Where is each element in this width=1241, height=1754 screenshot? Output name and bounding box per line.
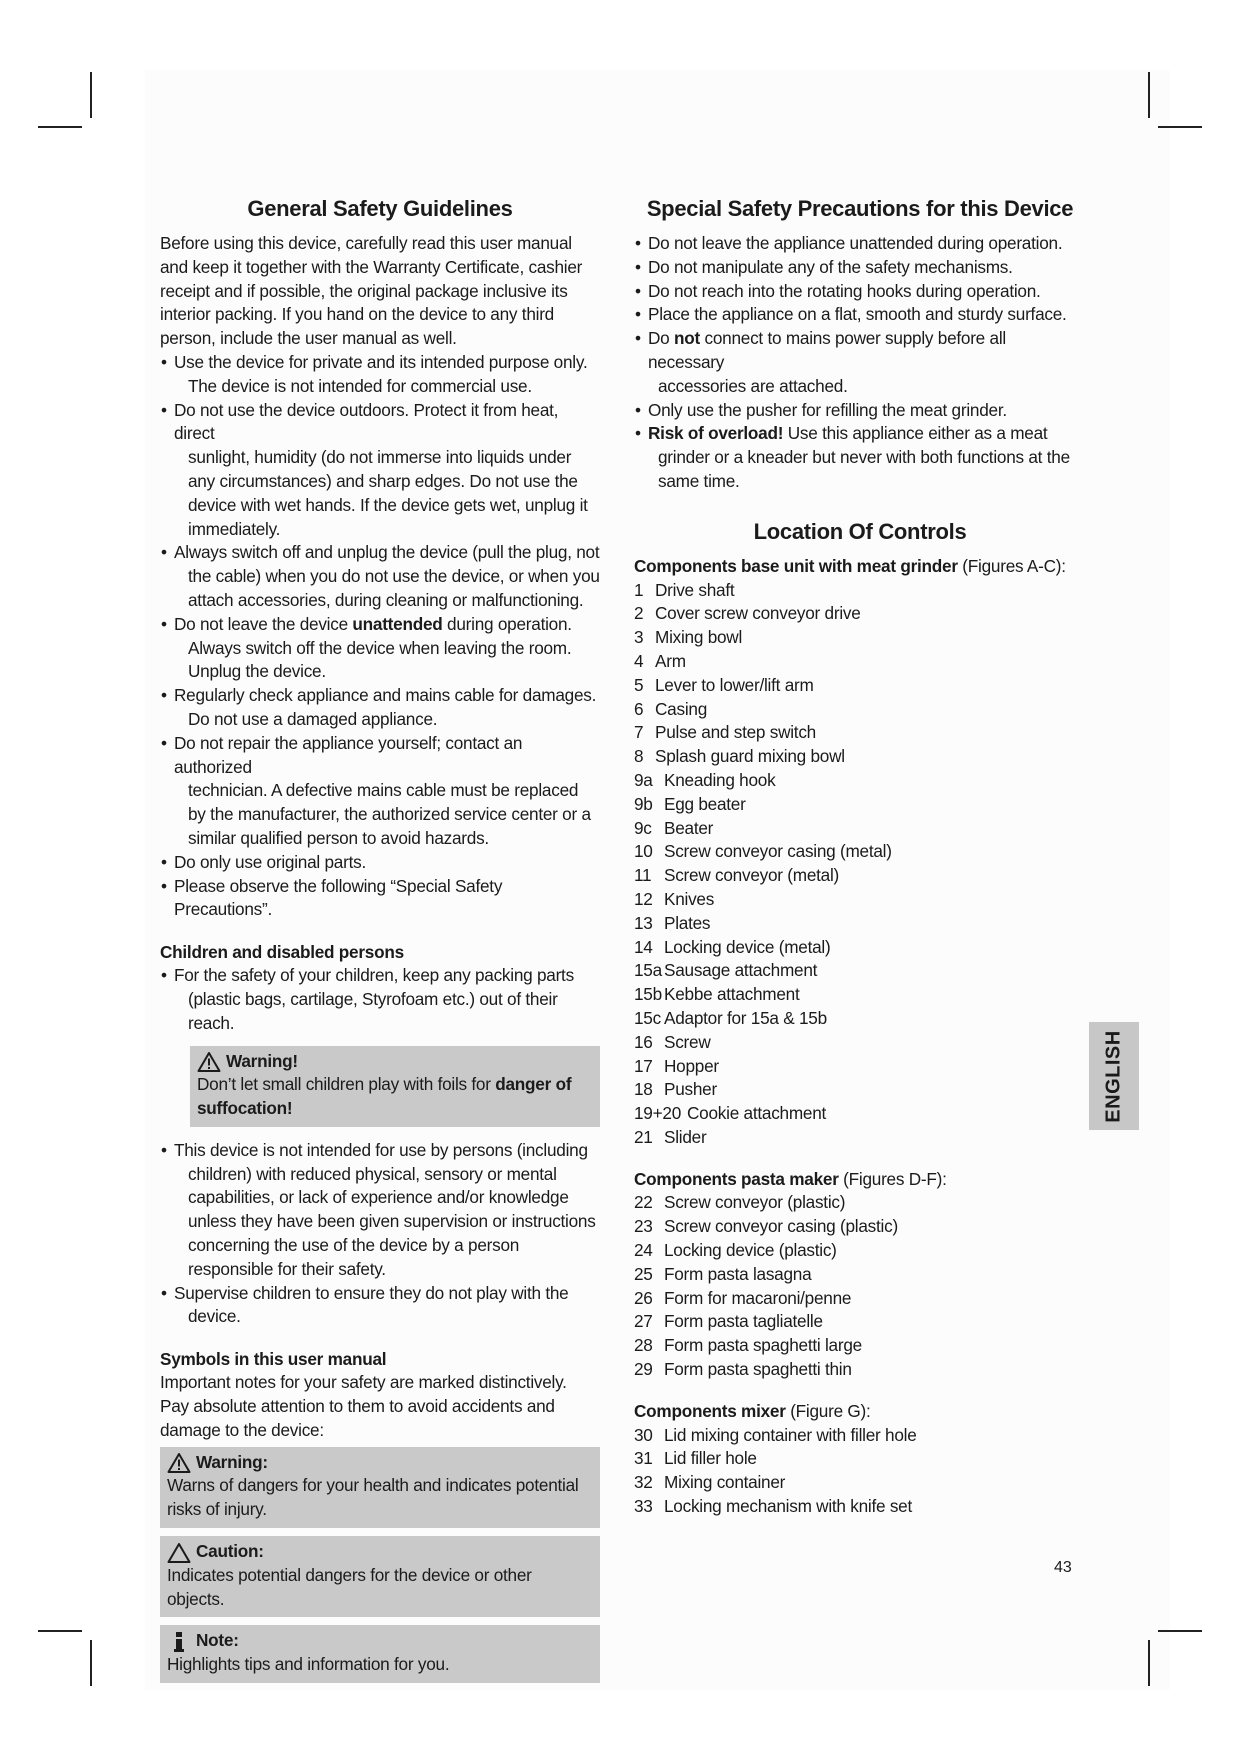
list-item: • Do not leave the device unattended during operation. Always switch off the device when leaving the room. Unplug the device. (160, 613, 600, 684)
component-label: Lid filler hole (664, 1448, 757, 1469)
language-tab: ENGLISH (1089, 1022, 1139, 1130)
component-label: Slider (664, 1126, 707, 1147)
base-unit-heading: Components base unit with meat grinder (Figures A-C): (634, 555, 1066, 576)
right-column (634, 195, 1086, 1519)
component-number: 29 (634, 1359, 653, 1380)
component-item (634, 674, 1086, 698)
crop-mark (38, 126, 82, 128)
component-label: Lid mixing container with filler hole (664, 1424, 917, 1445)
component-number: 33 (634, 1496, 653, 1517)
component-item (634, 1215, 1086, 1239)
component-number: 18 (634, 1079, 653, 1100)
component-item (634, 1055, 1086, 1079)
component-label: Mixing container (664, 1472, 786, 1493)
special-safety-title: Special Safety Precautions for this Device (646, 196, 1074, 221)
component-number: 15b (634, 984, 662, 1005)
component-number: 12 (634, 888, 653, 909)
component-number: 24 (634, 1240, 653, 1261)
component-number: 31 (634, 1448, 653, 1469)
component-number: 9c (634, 817, 652, 838)
component-label: Locking device (metal) (664, 936, 831, 957)
component-number: 32 (634, 1472, 653, 1493)
component-item (634, 1126, 1086, 1150)
component-label: Pulse and step switch (655, 722, 816, 743)
component-label: Locking mechanism with knife set (664, 1496, 913, 1517)
component-number: 22 (634, 1192, 653, 1213)
component-number: 9b (634, 793, 653, 814)
component-label: Screw (664, 1031, 711, 1052)
mixer-components-list (634, 1424, 1086, 1519)
list-item: • For the safety of your children, keep any packing parts (plastic bags, cartilage, Styrofoam etc.) out of their reach. (160, 964, 600, 1035)
component-label: Hopper (664, 1055, 719, 1076)
component-number: 9a (634, 769, 653, 790)
component-label: Form pasta spaghetti thin (664, 1359, 852, 1380)
component-label: Knives (664, 888, 715, 909)
list-item: • Supervise children to ensure they do not play with the device. (160, 1282, 600, 1330)
component-item (634, 1007, 1086, 1031)
component-number: 26 (634, 1287, 653, 1308)
component-label: Pusher (664, 1079, 717, 1100)
component-label: Casing (655, 698, 708, 719)
component-item (634, 721, 1086, 745)
component-label: Plates (664, 912, 711, 933)
component-label: Lever to lower/lift arm (655, 674, 814, 695)
component-label: Kebbe attachment (664, 984, 800, 1005)
general-safety-list (160, 351, 600, 922)
symbols-heading: Symbols in this user manual (160, 1349, 387, 1370)
component-number: 1 (634, 579, 644, 600)
list-item: • Use the device for private and its intended purpose only. The device is not intended for commercial use. (160, 351, 600, 399)
pasta-maker-heading: Components pasta maker (Figures D-F): (634, 1168, 947, 1189)
component-number: 15a (634, 960, 662, 981)
component-label: Locking device (plastic) (664, 1240, 837, 1261)
component-item (634, 1334, 1086, 1358)
component-label: Form pasta spaghetti large (664, 1335, 862, 1356)
info-note-icon (167, 1631, 191, 1653)
component-label: Drive shaft (655, 579, 735, 600)
component-label: Form for macaroni/penne (664, 1287, 852, 1308)
warning-title: Warning! (226, 1050, 298, 1071)
component-number: 30 (634, 1424, 653, 1445)
component-item (634, 602, 1086, 626)
crop-mark (1148, 1640, 1150, 1686)
component-item (634, 1102, 1086, 1126)
component-item (634, 1078, 1086, 1102)
component-number: 8 (634, 746, 644, 767)
component-label: Adaptor for 15a & 15b (664, 1007, 827, 1028)
warning-text: Don’t let small children play with foils for danger of suffocation! (197, 1074, 572, 1119)
left-column (160, 195, 600, 1691)
component-number: 27 (634, 1311, 653, 1332)
component-number: 11 (634, 865, 652, 886)
component-item (634, 1191, 1086, 1215)
component-item (634, 793, 1086, 817)
component-label: Mixing bowl (655, 627, 743, 648)
crop-mark (90, 72, 92, 118)
symbol-warning-box: Warning: Warns of dangers for your health and indicates potential risks of injury. (160, 1447, 600, 1528)
suffocation-warning-box (190, 1046, 600, 1127)
component-label: Sausage attachment (664, 960, 818, 981)
component-number: 23 (634, 1216, 653, 1237)
component-item (634, 959, 1086, 983)
location-of-controls-title: Location Of Controls (753, 518, 967, 544)
component-label: Screw conveyor casing (plastic) (664, 1216, 898, 1237)
component-item (634, 1310, 1086, 1334)
component-number: 16 (634, 1031, 653, 1052)
list-item: • This device is not intended for use by persons (including children) with reduced physical, sensory or mental capabilities, or lack of experience and/or knowledge unless they have been given supervision or instructions concerning the use of the device by a person responsible for their safety. (160, 1139, 600, 1282)
component-number: 25 (634, 1263, 653, 1284)
list-item: • Do not connect to mains power supply before all necessary accessories are attached. (634, 327, 1086, 398)
list-item: • Place the appliance on a flat, smooth and sturdy surface. (634, 303, 1086, 327)
crop-mark (90, 1640, 92, 1686)
component-label: Arm (655, 650, 686, 671)
symbol-note-box: Note: Highlights tips and information for you. (160, 1625, 600, 1683)
component-item (634, 840, 1086, 864)
component-number: 3 (634, 627, 644, 648)
component-number: 4 (634, 650, 644, 671)
component-label: Cover screw conveyor drive (655, 603, 861, 624)
component-label: Cookie attachment (687, 1103, 827, 1124)
component-number: 10 (634, 841, 653, 862)
component-number: 17 (634, 1055, 653, 1076)
mixer-heading: Components mixer (Figure G): (634, 1400, 871, 1421)
component-item (634, 1495, 1086, 1519)
crop-mark (38, 1630, 82, 1632)
symbol-caution-box: Caution: Indicates potential dangers for the device or other objects. (160, 1536, 600, 1617)
component-label: Screw conveyor casing (metal) (664, 841, 892, 862)
component-number: 7 (634, 722, 644, 743)
list-item: • Do only use original parts. (160, 851, 600, 875)
symbols-paragraph: Important notes for your safety are marked distinctively. Pay absolute attention to them to avoid accidents and damage to the device: (160, 1372, 567, 1440)
children-heading: Children and disabled persons (160, 942, 404, 963)
component-item (634, 936, 1086, 960)
list-item: • Do not use the device outdoors. Protect it from heat, direct sunlight, humidity (do not immerse into liquids under any circumstances) and sharp edges. Do not use the device with wet hands. If the device gets wet, unplug it immediately. (160, 399, 600, 542)
component-item (634, 1287, 1086, 1311)
caution-triangle-icon (167, 1542, 191, 1564)
list-item: • Always switch off and unplug the device (pull the plug, not the cable) when you do not use the device, or when you attach accessories, during cleaning or malfunctioning. (160, 541, 600, 612)
component-item (634, 1031, 1086, 1055)
component-label: Screw conveyor (plastic) (664, 1192, 846, 1213)
list-item: • Risk of overload! Use this appliance either as a meat grinder or a kneader but never with both functions at the same time. (634, 422, 1086, 493)
list-item: • Do not manipulate any of the safety mechanisms. (634, 256, 1086, 280)
component-number: 14 (634, 936, 653, 957)
component-label: Splash guard mixing bowl (655, 746, 845, 767)
component-item (634, 888, 1086, 912)
component-number: 13 (634, 912, 653, 933)
component-number: 28 (634, 1335, 653, 1356)
component-label: Form pasta lasagna (664, 1263, 812, 1284)
page-number: 43 (1054, 1559, 1072, 1576)
list-item: • Please observe the following “Special Safety Precautions”. (160, 875, 600, 923)
component-item (634, 864, 1086, 888)
component-number: 6 (634, 698, 644, 719)
crop-mark (1158, 126, 1202, 128)
pasta-maker-components-list (634, 1191, 1086, 1381)
component-item (634, 1263, 1086, 1287)
warning-triangle-icon (167, 1452, 191, 1474)
warning-triangle-icon (197, 1051, 221, 1073)
component-item (634, 650, 1086, 674)
base-unit-components-list (634, 579, 1086, 1150)
intro-paragraph: Before using this device, carefully read this user manual and keep it together with the Warranty Certificate, cashier receipt and if possible, the original package inclusive its interior packing. If you hand on the device to any third person, include the user manual as well. (160, 233, 583, 349)
list-item: • Only use the pusher for refilling the meat grinder. (634, 399, 1086, 423)
list-item: • Do not reach into the rotating hooks during operation. (634, 280, 1086, 304)
component-item (634, 817, 1086, 841)
component-item (634, 1447, 1086, 1471)
component-number: 2 (634, 603, 644, 624)
component-label: Beater (664, 817, 714, 838)
component-number: 5 (634, 674, 644, 695)
special-safety-list (634, 232, 1086, 494)
component-item (634, 1239, 1086, 1263)
list-item: • Do not leave the appliance unattended during operation. (634, 232, 1086, 256)
component-number: 21 (634, 1126, 653, 1147)
component-label: Kneading hook (664, 769, 776, 790)
component-item (634, 912, 1086, 936)
component-number: 19+20 (634, 1103, 682, 1124)
component-item (634, 1471, 1086, 1495)
component-item (634, 626, 1086, 650)
list-item: • Do not repair the appliance yourself; contact an authorized technician. A defective mains cable must be replaced by the manufacturer, the authorized service center or a similar qualified person to avoid hazards. (160, 732, 600, 851)
children-list-2 (160, 1139, 600, 1329)
children-list (160, 964, 600, 1035)
component-item (634, 983, 1086, 1007)
component-label: Form pasta tagliatelle (664, 1311, 823, 1332)
component-label: Screw conveyor (metal) (664, 865, 840, 886)
component-item (634, 769, 1086, 793)
component-item (634, 1424, 1086, 1448)
general-safety-title: General Safety Guidelines (247, 196, 513, 221)
component-item (634, 698, 1086, 722)
crop-mark (1148, 72, 1150, 118)
component-label: Egg beater (664, 793, 746, 814)
crop-mark (1158, 1630, 1202, 1632)
component-item (634, 1358, 1086, 1382)
list-item: • Regularly check appliance and mains cable for damages. Do not use a damaged appliance. (160, 684, 600, 732)
component-number: 15c (634, 1007, 661, 1028)
component-item (634, 579, 1086, 603)
component-item (634, 745, 1086, 769)
